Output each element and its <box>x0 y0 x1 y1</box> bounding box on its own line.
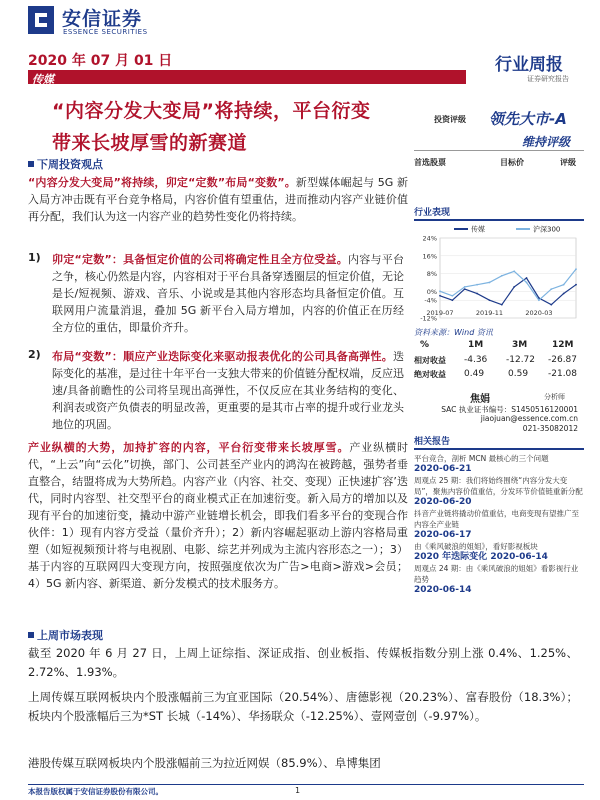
related-list <box>414 453 584 596</box>
industry-trend-paragraph: 产业纵横的大势，加持扩容的内容，平台衍变带来长坡厚雪。产业纵横时代，“上云”向“云化”切换，部门、公司甚至产业内的鸿沟在被跨越，强势者垂直整合，结盟将成为大势所趋。内容产业（内容、社交、变现）正快速扩容’迭代，同时内容型、社交型平台的商业模式正在加速衍变。新入局方的增加以及现有平台的加速衍变，撬动中游产业链增长机会，即我们看多平台的变现合作伙伴：1）现有内容方受益（量价齐升）；2）新内容崛起驱动上游内容格局重塑（如短视频预计将与电视剧、电影、综艺并列成为主流内容形态之一）；3）基于内容的互联网四大变现方向，按照强度依次为广告>电商>游戏>会员；4）5G 新内容、新渠道、新分发模式的技术服务方。 <box>28 441 409 590</box>
data-point <box>476 284 478 286</box>
y-tick-label: 8% <box>426 270 437 279</box>
bullet-square-icon <box>28 161 34 167</box>
data-point <box>501 304 503 306</box>
table-row-label: 相对收益 <box>414 356 446 365</box>
y-tick-label: -12% <box>420 314 437 323</box>
table-cell: 0.49 <box>464 369 485 379</box>
data-point <box>464 286 466 288</box>
market-paragraph-1: 截至 2020 年 6 月 27 日，上周上证综指、深证成指、创业板指、传媒板指数分别上涨 0.4%、1.25%、2.72%、1.93%。 <box>28 646 578 679</box>
rating-header: 评级 <box>560 158 576 167</box>
data-point <box>501 275 503 277</box>
data-point <box>439 295 441 297</box>
bullet-square-icon <box>28 632 34 638</box>
related-reports <box>414 434 584 596</box>
analyst-name: 焦娟 <box>470 394 490 405</box>
data-point <box>489 282 491 284</box>
related-item[interactable]: 周观点 24 期：由《乘风破浪的姐姐》看影视行业趋势 2020-06-14 <box>414 564 579 595</box>
x-tick-label: 2020-03 <box>525 309 553 317</box>
chart-section-title: 行业表现 <box>414 205 584 221</box>
y-tick-label: 0% <box>426 287 437 296</box>
rating-action: 维持评级 <box>522 135 571 149</box>
industry-bar <box>28 70 466 84</box>
report-title-line1: “内容分发大变局”将持续，平台衍变 <box>52 100 371 122</box>
item1-text: 卯定“定数”：具备恒定价值的公司将确定性且全方位受益。内容与平台之争，核心仍然是内容，内容相对于平台具备穿透圈层的恒定价值，无论是长/短视频、游戏、音乐、小说或是其他内容形态均具备恒定价值。互联网用户流量消退，叠加 5G 新平台入局方增加，内容的价值正在历经全方位的重估，即量价齐升。 <box>52 253 405 334</box>
outlook-intro: “内容分发大变局”将持续，卯定“定数”布局“变数”。新型媒体崛起与 5G 新入局方冲击既有平台竞争格局，内容价值有望重估，进而推动内容产业链价值再分配，我们认为这一内容产业的趋势性变化仍将持续。 <box>28 176 408 223</box>
page-number: 1 <box>295 786 301 795</box>
table-cell: -26.87 <box>548 355 578 365</box>
data-point <box>526 282 528 284</box>
logo-subtext: ESSENCE SECURITIES <box>63 28 148 36</box>
industry-performance-chart <box>414 222 584 326</box>
item1-number: 1) <box>28 251 41 264</box>
item2-number: 2) <box>28 348 41 361</box>
footer-text: 本报告版权属于安信证券股份有限公司。 <box>28 787 163 796</box>
table-cell: -21.08 <box>548 369 578 379</box>
table-header: 1M <box>468 340 484 350</box>
data-point <box>451 295 453 297</box>
data-point <box>439 290 441 292</box>
report-type: 行业周报 <box>495 55 563 75</box>
analyst-sac: SAC 执业证书编号：S1450516120001 <box>441 405 578 414</box>
analyst-role: 分析师 <box>544 393 565 401</box>
legend-label: 传媒 <box>471 225 485 234</box>
item2-text: 布局“变数”：顺应产业迭际变化来驱动报表优化的公司具备高弹性。迭际变化的基准，是过往十年平台一支独大带来的价值链分配权端，反应迅速/具备前瞻性的公司将呈现出高弹性，不仅反应在其业务结构的变化、利润表或资产负债表的明显改善，更重要的是其市占率的提升或行业龙头地位的巩固。 <box>52 350 404 431</box>
data-point <box>513 270 515 272</box>
data-point <box>526 277 528 279</box>
table-header: 3M <box>512 340 528 350</box>
related-item[interactable]: 周观点 25 期：我们将始终围绕“内容分发大变局”，聚焦内容价值重估，分发环节价值链重新分配 2020-06-20 <box>414 476 583 507</box>
related-item[interactable]: 抖音产业链将撬动价值重估，电商变现有望推广至内容全产业链 2020-06-17 <box>414 509 579 540</box>
analyst-phone: 021-35082012 <box>522 424 578 433</box>
data-point <box>451 299 453 301</box>
data-point <box>550 304 552 306</box>
market-paragraph-3: 港股传媒互联网板块内个股涨幅前三为拉近网娱（85.9%）、阜博集团 <box>28 756 381 770</box>
table-cell: -12.72 <box>506 355 536 365</box>
target-price-header: 目标价 <box>500 158 524 167</box>
chart-section <box>414 205 584 221</box>
y-tick-label: 16% <box>422 252 437 261</box>
data-point <box>476 293 478 295</box>
related-item[interactable]: 平台竞合，剖析 MCN 最核心的三个问题 2020-06-21 <box>414 454 549 474</box>
table-cell: -4.36 <box>464 355 488 365</box>
divider <box>414 150 584 151</box>
rating-label: 投资评级 <box>434 115 466 124</box>
industry-label: 传媒 <box>32 73 54 86</box>
pick-stock-header: 首选股票 <box>414 158 446 167</box>
report-subtype: 证券研究报告 <box>527 75 569 83</box>
x-tick-label: 2019-07 <box>426 309 454 317</box>
logo-icon <box>28 6 54 34</box>
report-date: 2020 年 07 月 01 日 <box>28 53 173 69</box>
data-point <box>550 288 552 290</box>
market-paragraph-2: 上周传媒互联网板块内个股涨幅前三为宜亚国际（20.54%）、唐德影视（20.23%）、富春股份（18.3%）；板块内个股涨幅后三为*ST 长城（-14%）、华扬联众（-12.25%）、壹网壹创（-9.97%）。 <box>28 690 578 723</box>
footer-divider <box>28 784 584 785</box>
x-tick-label: 2019-11 <box>475 309 504 317</box>
data-point <box>513 286 515 288</box>
related-item[interactable]: 由《乘风破浪的姐姐》，看好影视板块 2020 年迭际变化 2020-06-14 <box>414 542 548 562</box>
report-title-line2: 带来长坡厚雪的新赛道 <box>52 132 248 154</box>
legend-label: 沪深300 <box>533 225 561 234</box>
table-header: % <box>420 340 430 350</box>
analyst-email[interactable]: jiaojuan@essence.com.cn <box>480 414 578 423</box>
rating-value: 领先大市-A <box>489 110 567 128</box>
y-tick-label: -4% <box>424 296 437 305</box>
y-tick-label: 24% <box>422 234 437 243</box>
data-point <box>575 268 577 270</box>
chart-source: 资料来源：Wind 资讯 <box>414 328 493 337</box>
performance-table <box>414 340 584 386</box>
data-point <box>563 284 565 286</box>
plot-frame <box>440 238 576 318</box>
data-point <box>489 299 491 301</box>
data-point <box>464 288 466 290</box>
data-point <box>538 299 540 301</box>
table-header: 12M <box>552 340 574 350</box>
market-section-heading: 上周市场表现 <box>28 627 103 643</box>
outlook-section-heading: 下周投资观点 <box>28 156 103 172</box>
data-point <box>563 293 565 295</box>
table-row-label: 绝对收益 <box>414 370 446 379</box>
related-reports-title: 相关报告 <box>414 434 584 450</box>
data-point <box>575 284 577 286</box>
table-cell: 0.59 <box>508 369 529 379</box>
logo-text: 安信证券 <box>62 8 143 30</box>
